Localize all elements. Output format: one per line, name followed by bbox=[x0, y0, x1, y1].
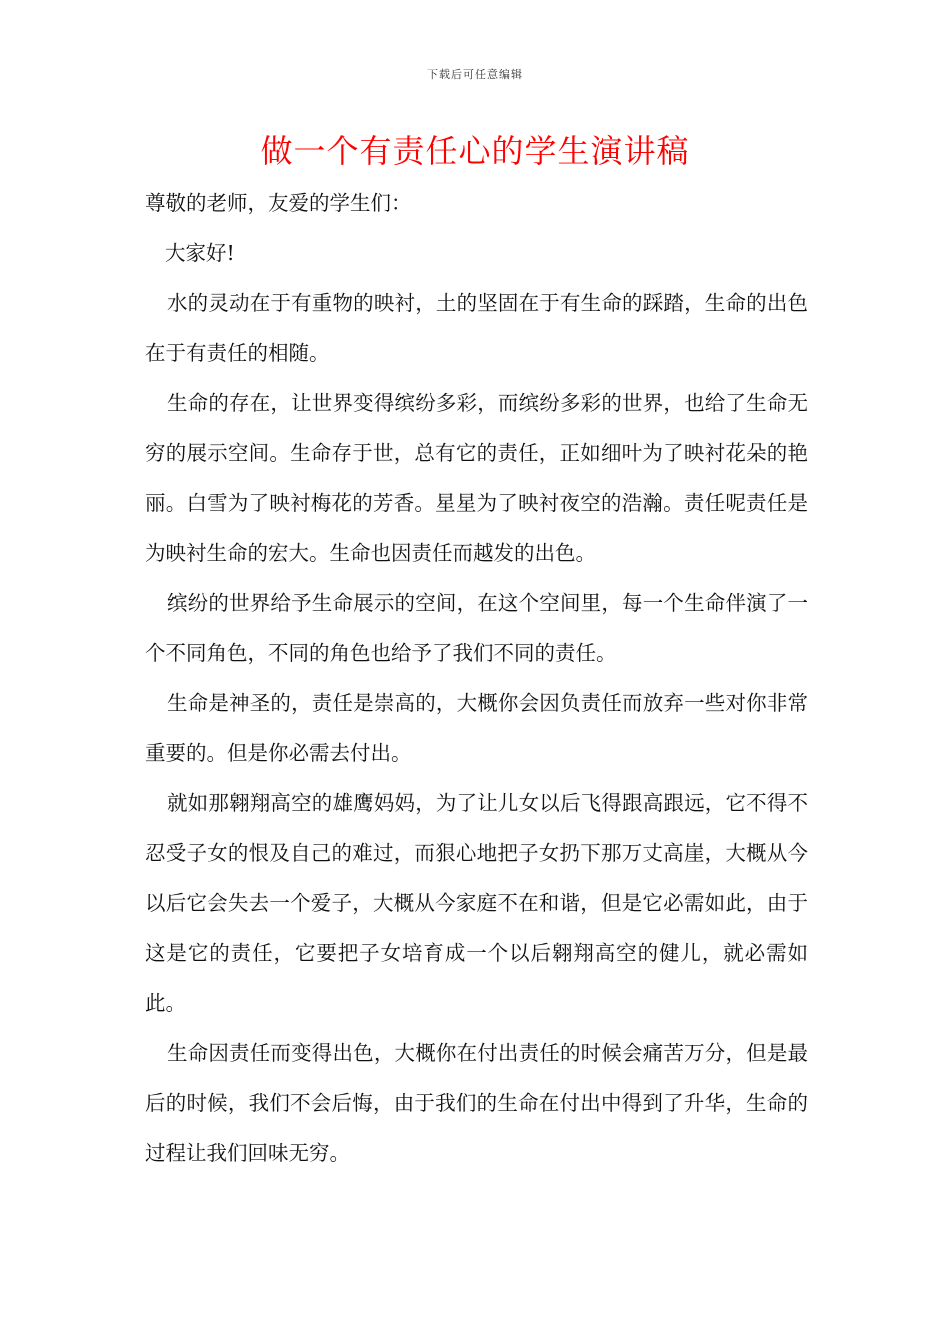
paragraph-5: 就如那翱翔高空的雄鹰妈妈，为了让儿女以后飞得跟高跟远，它不得不忍受子女的恨及自己的难过，而狠心地把子女扔下那万丈高崖，大概从今以后它会失去一个爱子，大概从今家庭不在和谐，但是它必需如此，由于这是它的责任，它要把子女培育成一个以后翱翔高空的健儿，就必需如此。 bbox=[145, 791, 808, 1015]
header-note: 下载后可任意编辑 bbox=[427, 68, 523, 81]
paragraph-4: 生命是神圣的，责任是崇高的，大概你会因负责任而放弃一些对你非常重要的。但是你必需去付出。 bbox=[145, 691, 808, 765]
salutation: 尊敬的老师，友爱的学生们： bbox=[145, 191, 412, 215]
document-body bbox=[145, 178, 808, 1178]
paragraph-3: 缤纷的世界给予生命展示的空间，在这个空间里，每一个生命伴演了一个不同角色，不同的角色也给予了我们不同的责任。 bbox=[145, 591, 808, 665]
greeting: 大家好! bbox=[165, 241, 235, 265]
paragraph-2: 生命的存在，让世界变得缤纷多彩，而缤纷多彩的世界，也给了生命无穷的展示空间。生命存于世，总有它的责任，正如细叶为了映衬花朵的艳丽。白雪为了映衬梅花的芳香。星星为了映衬夜空的浩瀚。责任呢责任是为映衬生命的宏大。生命也因责任而越发的出色。 bbox=[145, 391, 808, 565]
paragraph-6: 生命因责任而变得出色，大概你在付出责任的时候会痛苦万分，但是最后的时候，我们不会后悔，由于我们的生命在付出中得到了升华，生命的过程让我们回味无穷。 bbox=[145, 1041, 808, 1165]
paragraph-1: 水的灵动在于有重物的映衬，土的坚固在于有生命的踩踏，生命的出色在于有责任的相随。 bbox=[145, 291, 808, 365]
document-title: 做一个有责任心的学生演讲稿 bbox=[260, 132, 690, 170]
